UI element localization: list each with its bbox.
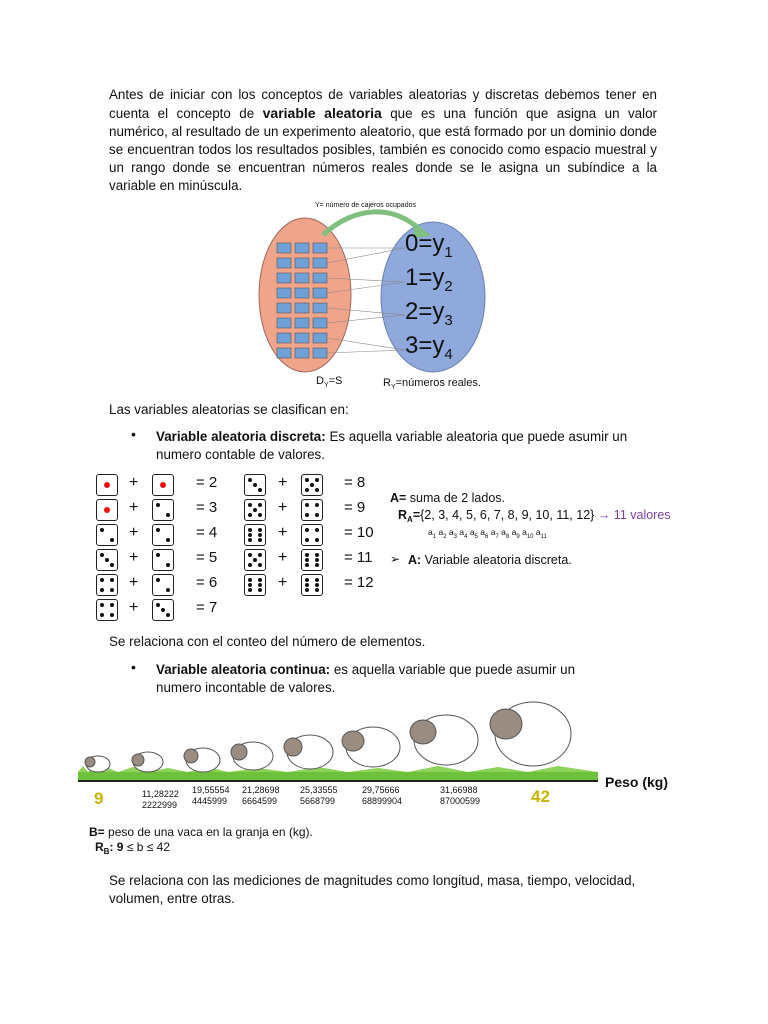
axis-value: 29,75666 68899904 <box>362 785 403 806</box>
plus-sign: + <box>278 474 288 491</box>
range-label: $R_Y=números$ reales. <box>383 377 481 391</box>
intro-paragraph <box>109 86 657 195</box>
sum-label: = 11 <box>344 549 373 566</box>
die-2 <box>152 524 174 546</box>
die-5 <box>244 499 266 521</box>
sheep-8 <box>490 702 571 766</box>
dice-grid <box>96 472 396 622</box>
mapping-diagram <box>255 200 505 400</box>
die-6 <box>301 574 323 596</box>
die-4 <box>96 574 118 596</box>
rb-range: $R_B$: 9 ≤ b ≤ 42 <box>95 840 171 856</box>
plus-sign: + <box>129 474 139 491</box>
plus-sign: + <box>278 549 288 566</box>
die-4 <box>301 499 323 521</box>
discrete-title: Variable aleatoria discreta: <box>156 429 326 444</box>
continuous-title: Variable aleatoria continua: <box>156 662 331 677</box>
ra-count: → 11 valores <box>597 508 671 522</box>
mapping-3: $3=y_4$ <box>405 332 453 363</box>
arrow-label: Y= número de cajeros ocupados <box>315 202 416 209</box>
intro-text-before: Antes de iniciar con los conceptos de variables aleatorias y discretas debemos tener en cuenta el concepto de <box>109 87 657 121</box>
die-6 <box>301 549 323 571</box>
sum-label: = 9 <box>344 499 366 516</box>
sum-label: = 6 <box>196 574 218 591</box>
plus-sign: + <box>278 524 288 541</box>
plus-sign: + <box>129 499 139 516</box>
sheep-svg <box>78 692 678 792</box>
grass <box>78 772 598 780</box>
die-3 <box>244 474 266 496</box>
sheep-6 <box>342 727 400 767</box>
die-4 <box>96 599 118 621</box>
arrow-bullet-icon: ➢ <box>390 552 401 566</box>
continuous-desc: es aquella variable que puede asumir un numero incontable de valores. <box>156 662 576 695</box>
classify-intro: Las variables aleatorias se clasifican en: <box>109 402 349 417</box>
axis-value: 25,33555 5668799 <box>300 785 338 806</box>
discrete-definition <box>156 428 676 464</box>
die-2 <box>96 524 118 546</box>
b-definition: B= peso de una vaca en la granja en (kg). <box>89 825 313 839</box>
die-2 <box>152 574 174 596</box>
sheep-3 <box>184 748 220 772</box>
discrete-conclusion: A: Variable aleatoria discreta. <box>408 553 572 567</box>
sum-label: = 10 <box>344 524 374 541</box>
plus-sign: + <box>129 549 139 566</box>
die-2 <box>152 499 174 521</box>
sum-label: = 5 <box>196 549 218 566</box>
intro-bold-term: variable aleatoria <box>262 105 382 121</box>
sum-label: = 2 <box>196 474 218 491</box>
die-1 <box>152 474 174 496</box>
sheep-illustration <box>78 692 678 792</box>
axis-value: 11,28222 2222999 <box>142 789 179 810</box>
axis-label: Peso (kg) <box>605 774 669 790</box>
axis-value: 19,55554 4445999 <box>192 785 230 806</box>
die-1 <box>96 474 118 496</box>
die-1 <box>96 499 118 521</box>
die-3 <box>96 549 118 571</box>
sum-label: = 8 <box>344 474 366 491</box>
plus-sign: + <box>129 574 139 591</box>
die-6 <box>244 574 266 596</box>
die-4 <box>301 524 323 546</box>
sum-label: = 7 <box>196 599 218 616</box>
plus-sign: + <box>278 499 288 516</box>
discrete-note: Se relaciona con el conteo del número de elementos. <box>109 634 426 649</box>
domain-label: $D_Y=S$ <box>316 375 343 389</box>
axis-value: 21,28698 6664599 <box>242 785 280 806</box>
endpoint-end: 42 <box>531 787 550 806</box>
plus-sign: + <box>278 574 288 591</box>
plus-sign: + <box>129 599 139 616</box>
a-definition: A= suma de 2 lados. <box>390 491 505 505</box>
sum-label: = 3 <box>196 499 218 516</box>
mapping-0: $0=y_1$ <box>405 230 453 261</box>
a-indices: $a_1$ $a_2$ $a_3$ $a_4$ $a_5$ $a_6$ $a_7$ $a_8$ $a_9$ $a_{10}$ $a_{11}$ <box>428 527 547 540</box>
sheep-1 <box>85 756 110 772</box>
intro-text-after: que es una función que asigna un valor numérico, al resultado de un experimento aleatorio, que está formado por un dominio donde se encuentran todos los resultados posibles, también es conocido como espacio muestral y un rango donde se encuentran números reales donde se le asigna un subíndice a la variable en minúscula. <box>109 106 657 193</box>
sheep-2 <box>132 752 163 772</box>
mapping-2: $2=y_3$ <box>405 298 453 329</box>
sum-label: = 4 <box>196 524 218 541</box>
die-5 <box>244 549 266 571</box>
sum-label: = 12 <box>344 574 374 591</box>
discrete-desc: Es aquella variable aleatoria que puede asumir un numero contable de valores. <box>156 429 628 462</box>
sheep-7 <box>410 715 478 765</box>
sheep-5 <box>284 735 333 769</box>
bullet-icon: • <box>131 426 136 442</box>
continuous-note: Se relaciona con las mediciones de magnitudes como longitud, masa, tiempo, velocidad, volumen, entre otras. <box>109 873 636 906</box>
plus-sign: + <box>129 524 139 541</box>
die-2 <box>152 549 174 571</box>
bullet-icon: • <box>131 659 136 675</box>
mapping-1: $1=y_2$ <box>405 264 453 295</box>
sheep-4 <box>231 742 273 770</box>
endpoint-start: 9 <box>94 789 104 808</box>
mapping-diagram-svg <box>255 200 505 400</box>
ra-set: $R_A=\{2$, 3, 4, 5, 6, 7, 8, 9, 10, 11, 12} → 11 valores <box>398 508 671 524</box>
die-5 <box>301 474 323 496</box>
axis-value: 31,66988 87000599 <box>440 785 481 806</box>
die-6 <box>244 524 266 546</box>
die-3 <box>152 599 174 621</box>
